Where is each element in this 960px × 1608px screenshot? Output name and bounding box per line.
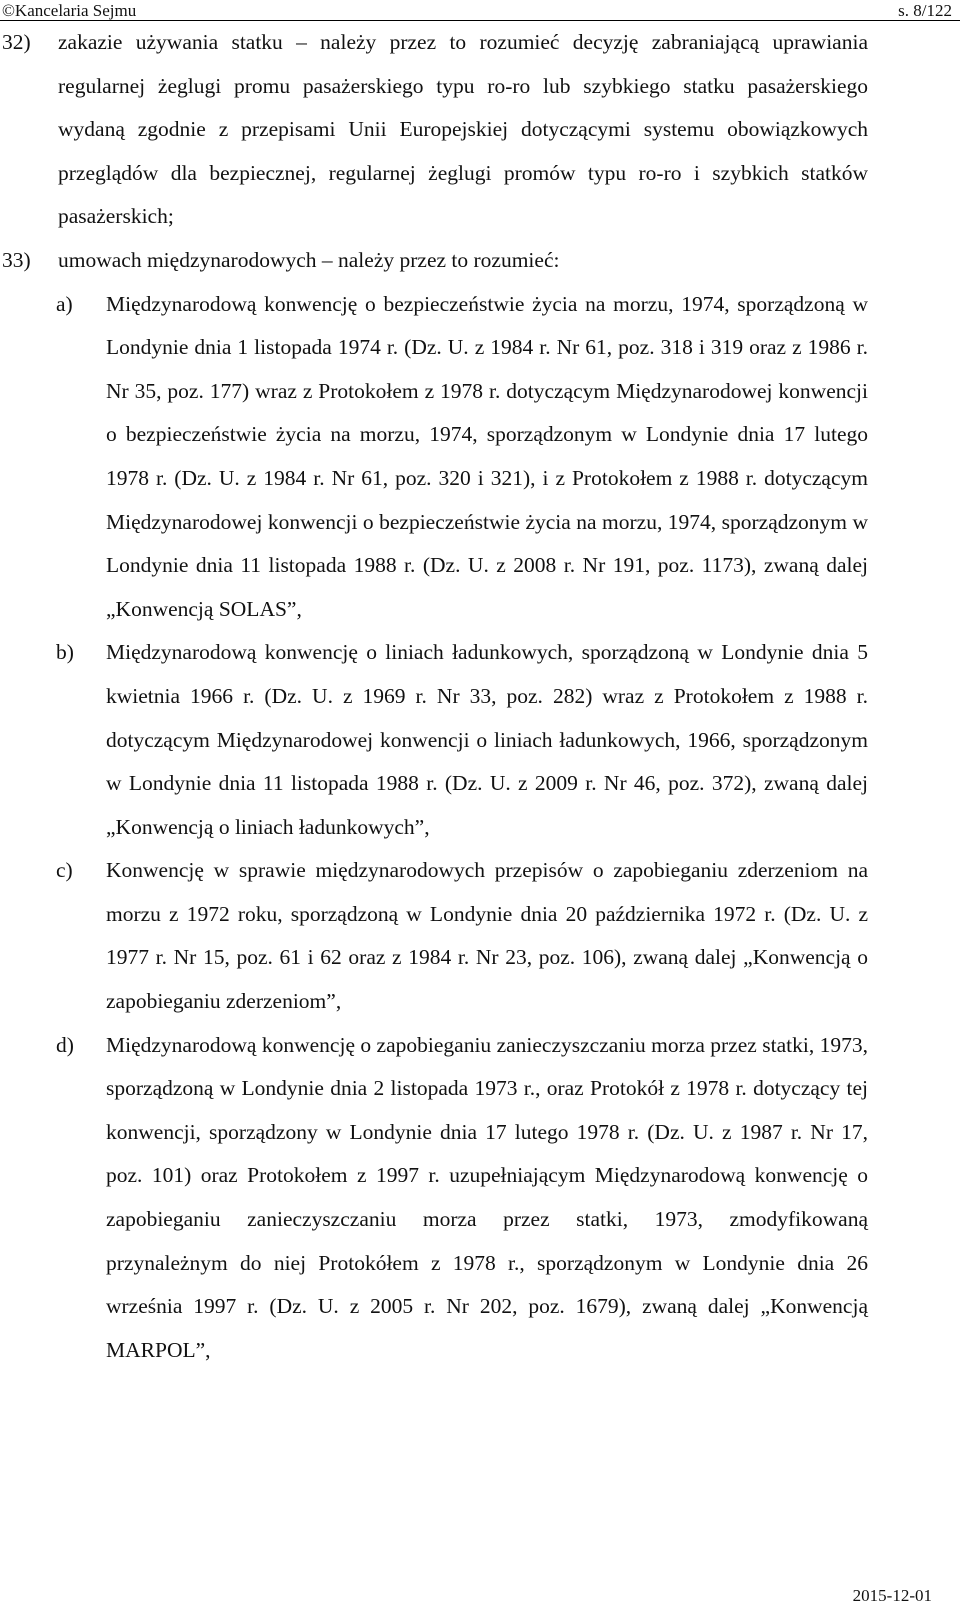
- page-number: s. 8/122: [898, 1, 952, 20]
- document-body: [0, 21, 960, 1372]
- subitem-b: [0, 631, 960, 849]
- copyright-label: ©Kancelaria Sejmu: [2, 1, 137, 20]
- subitem-a: [0, 283, 960, 632]
- subitem-letter: d): [56, 1032, 74, 1057]
- definition-item-33: [0, 239, 960, 283]
- subitem-letter: b): [56, 640, 74, 665]
- subitem-text: Międzynarodową konwencję o bezpieczeństwie życia na morzu, 1974, sporządzoną w Londynie dnia 1 listopada 1974 r. (Dz. U. z 1984 r. Nr 61, poz. 318 i 319 oraz z 1986 r. Nr 35, poz. 177) wraz z Protokołem z 1978 r. dotyczącym Międzynarodowej konwencji o bezpieczeństwie życia na morzu, 1974, sporządzonym w Londynie dnia 17 lutego 1978 r. (Dz. U. z 1984 r. Nr 61, poz. 320 i 321), i z Protokołem z 1988 r. dotyczącym Międzynarodowej konwencji o bezpieczeństwie życia na morzu, 1974, sporządzonym w Londynie dnia 11 listopada 1988 r. (Dz. U. z 2008 r. Nr 191, poz. 1173), zwaną dalej „Konwencją SOLAS”,: [106, 291, 868, 621]
- subitem-d: [0, 1024, 960, 1373]
- item-number: 33): [2, 247, 31, 272]
- definition-item-32: [0, 21, 960, 239]
- subitem-text: Konwencję w sprawie międzynarodowych przepisów o zapobieganiu zderzeniom na morzu z 1972 roku, sporządzoną w Londynie dnia 20 października 1972 r. (Dz. U. z 1977 r. Nr 15, poz. 61 i 62 oraz z 1984 r. Nr 23, poz. 106), zwaną dalej „Konwencją o zapobieganiu zderzeniom”,: [106, 858, 868, 1014]
- subitem-letter: c): [56, 858, 73, 883]
- item-text: zakazie używania statku – należy przez to rozumieć decyzję zabraniającą uprawiania regularnej żeglugi promu pasażerskiego typu ro-ro lub szybkiego statku pasażerskiego wydaną zgodnie z przepisami Unii Europejskiej dotyczącymi systemu obowiązkowych przeglądów dla bezpiecznej, regularnej żeglugi promów typu ro-ro i szybkich statków pasażerskich;: [58, 30, 868, 229]
- item-text: umowach międzynarodowych – należy przez to rozumieć:: [58, 247, 560, 272]
- subitem-letter: a): [56, 291, 73, 316]
- item-number: 32): [2, 30, 31, 54]
- subitem-text: Międzynarodową konwencję o zapobieganiu zanieczyszczaniu morza przez statki, 1973, sporządzoną w Londynie dnia 2 listopada 1973 r., oraz Protokół z 1978 r. dotyczący tej konwencji, sporządzony w Londynie dnia 17 lutego 1978 r. (Dz. U. z 1987 r. Nr 17, poz. 101) oraz Protokołem z 1997 r. uzupełniającym Międzynarodową konwencję o zapobieganiu zanieczyszczaniu morza przez statki, 1973, zmodyfikowaną przynależnym do niej Protokółem z 1978 r., sporządzonym w Londynie dnia 26 września 1997 r. (Dz. U. z 2005 r. Nr 202, poz. 1679), zwaną dalej „Konwencją MARPOL”,: [106, 1032, 868, 1362]
- subitem-text: Międzynarodową konwencję o liniach ładunkowych, sporządzoną w Londynie dnia 5 kwietnia 1966 r. (Dz. U. z 1969 r. Nr 33, poz. 282) wraz z Protokołem z 1988 r. dotyczącym Międzynarodowej konwencji o liniach ładunkowych, 1966, sporządzonym w Londynie dnia 11 listopada 1988 r. (Dz. U. z 2009 r. Nr 46, poz. 372), zwaną dalej „Konwencją o liniach ładunkowych”,: [106, 640, 868, 839]
- page-header: [0, 0, 960, 22]
- subitem-c: [0, 849, 960, 1023]
- document-date: 2015-12-01: [852, 1586, 932, 1605]
